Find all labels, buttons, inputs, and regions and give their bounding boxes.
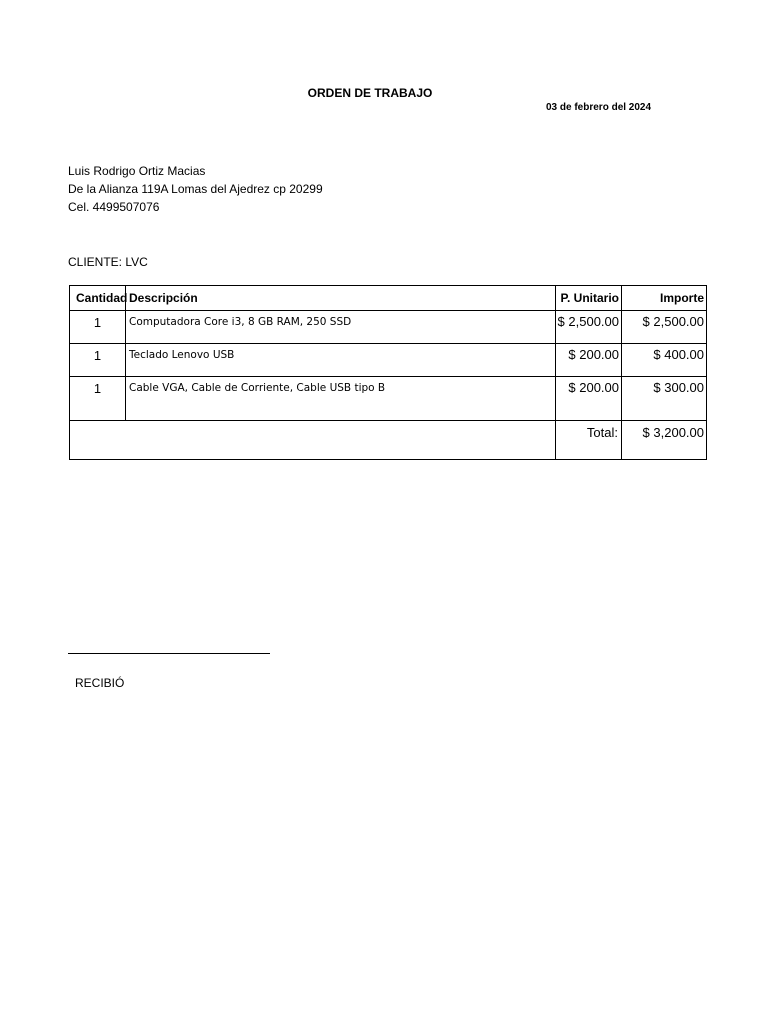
row-unit-price: $ 200.00 xyxy=(556,377,622,421)
header-unit-price: P. Unitario xyxy=(556,286,622,311)
header-desc: Descripción xyxy=(126,286,556,311)
total-label: Total: xyxy=(556,421,622,460)
document-title: ORDEN DE TRABAJO xyxy=(307,86,433,100)
table-header-row xyxy=(70,286,707,311)
total-row xyxy=(70,421,707,460)
row-desc: Teclado Lenovo USB xyxy=(126,344,556,377)
row-amount: $ 2,500.00 xyxy=(622,311,707,344)
total-spacer-cell xyxy=(70,421,556,460)
table-row xyxy=(70,311,707,344)
row-amount: $ 400.00 xyxy=(622,344,707,377)
signature-line xyxy=(68,653,270,654)
sender-block xyxy=(68,162,323,216)
row-unit-price: $ 2,500.00 xyxy=(556,311,622,344)
row-desc: Cable VGA, Cable de Corriente, Cable USB tipo B xyxy=(126,377,556,421)
total-value: $ 3,200.00 xyxy=(622,421,707,460)
sender-phone: Cel. 4499507076 xyxy=(68,200,160,214)
header-amount: Importe xyxy=(622,286,707,311)
row-desc: Computadora Core i3, 8 GB RAM, 250 SSD xyxy=(126,311,556,344)
row-amount: $ 300.00 xyxy=(622,377,707,421)
document-date: 03 de febrero del 2024 xyxy=(546,102,652,113)
sender-name: Luis Rodrigo Ortiz Macias xyxy=(68,164,206,178)
items-table xyxy=(69,285,707,460)
row-qty: 1 xyxy=(70,344,126,377)
row-qty: 1 xyxy=(70,377,126,421)
sender-address: De la Alianza 119A Lomas del Ajedrez cp 20299 xyxy=(68,182,323,196)
signature-label: RECIBIÓ xyxy=(75,676,125,690)
table-row xyxy=(70,377,707,421)
client-label: CLIENTE: LVC xyxy=(68,255,148,269)
header-qty: Cantidad xyxy=(70,286,126,311)
row-qty: 1 xyxy=(70,311,126,344)
table-row xyxy=(70,344,707,377)
row-unit-price: $ 200.00 xyxy=(556,344,622,377)
